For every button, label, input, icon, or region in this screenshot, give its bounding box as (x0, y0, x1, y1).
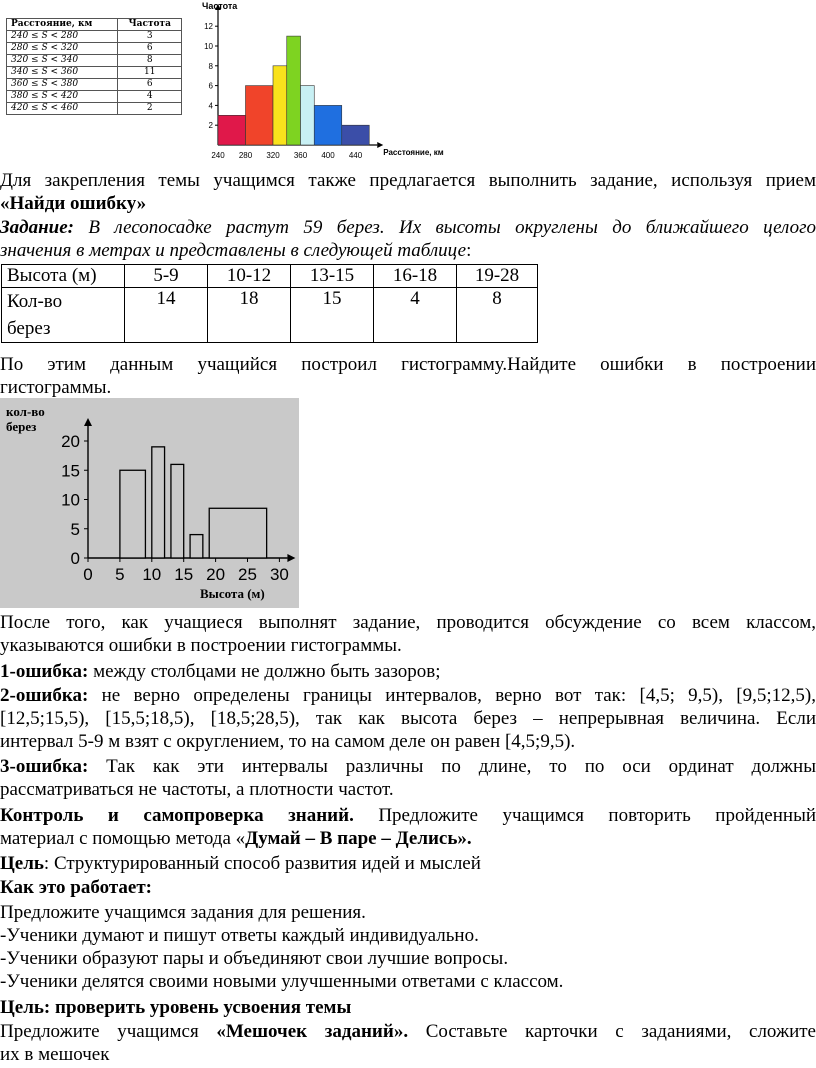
x-tick-label: 0 (83, 565, 93, 584)
bag-text: Предложите учащимся (0, 1021, 217, 1042)
table-cell: 4 (118, 91, 182, 103)
x-tick-label: 440 (348, 151, 363, 160)
intro-paragraph (0, 169, 816, 215)
student-paragraph (0, 353, 816, 399)
error-3-text: рассматриваться не частоты, а плотности частот. (0, 779, 394, 800)
y-axis-title: кол-во (6, 404, 45, 419)
table-row (7, 31, 182, 43)
histogram-bar (120, 470, 146, 558)
table-cell: 3 (118, 31, 182, 43)
table-cell: 280 ≤ S < 320 (7, 43, 118, 55)
table-cell: 360 ≤ S < 380 (7, 79, 118, 91)
goal-label: Цель: проверить уровень усвоения темы (0, 997, 352, 1018)
histogram-bar (287, 36, 301, 145)
discussion-line: указываются ошибки в построении гистограммы. (0, 635, 402, 656)
histogram-bar (171, 464, 184, 558)
table-header-cell: Частота (118, 19, 182, 31)
table-cell: Высота (м) (2, 265, 125, 288)
table-cell: 380 ≤ S < 420 (7, 91, 118, 103)
table-header-row (7, 19, 182, 31)
x-tick-label: 240 (211, 151, 225, 160)
table-cell: 11 (118, 67, 182, 79)
task-text: В лесопосадке растут 59 берез. Их высоты округлены до ближайшего целого (88, 217, 816, 238)
table-row (2, 265, 538, 288)
histogram-bar (190, 535, 203, 558)
histogram-bar (342, 125, 370, 145)
table-cell: 340 ≤ S < 360 (7, 67, 118, 79)
error-2-text: интервал 5-9 м взят с округлением, то на самом деле он равен [4,5;9,5). (0, 731, 576, 752)
control-text: Предложите учащимся повторить пройденный (353, 805, 816, 826)
x-tick-label: 20 (206, 565, 226, 584)
table-cell: 320 ≤ S < 340 (7, 55, 118, 67)
student-line: По этим данным учащийся построил гистограмму.Найдите ошибки в построении (0, 354, 816, 375)
how-label: Как это работает: (0, 877, 152, 898)
student-histogram-panel (0, 398, 299, 608)
discussion-paragraph (0, 611, 816, 657)
task-paragraph (0, 216, 816, 262)
histogram-bar (246, 86, 274, 145)
table-cell: 2 (118, 103, 182, 115)
table-header-cell: Расстояние, км (7, 19, 118, 31)
bag-method-name: «Мешочек заданий». (216, 1021, 409, 1042)
list-item: -Ученики делятся своими новыми улучшенными ответами с классом. (0, 971, 564, 992)
row-label: берез (7, 318, 51, 339)
y-tick-label: 15 (61, 461, 80, 481)
error-2-label: 2-ошибка: (0, 685, 89, 706)
list-item: -Ученики образуют пары и объединяют свои лучшие вопросы. (0, 948, 509, 969)
table-cell: 6 (118, 43, 182, 55)
goal-text: : Структурированный способ развития идей и мыслей (43, 853, 481, 874)
task-text: значения в метрах и представлены в следующей таблице (0, 240, 467, 261)
table-row (7, 43, 182, 55)
y-tick-label: 12 (204, 22, 213, 32)
table-cell: 6 (118, 79, 182, 91)
table-row (7, 91, 182, 103)
method-name: Думай – В паре – Делись». (245, 828, 472, 849)
table-cell: 240 ≤ S < 280 (7, 31, 118, 43)
task-colon: : (466, 240, 472, 261)
error-3-text: Так как эти интервалы различны по длине, то по оси ординат должны (88, 756, 816, 777)
x-tick-label: 360 (293, 151, 308, 160)
x-axis-title: Расстояние, км (383, 148, 444, 157)
discussion-line: После того, как учащиеся выполнят задание, проводится обсуждение со всем классом, (0, 612, 816, 633)
task-label: Задание: (0, 217, 74, 238)
error-1-text: между столбцами не должно быть зазоров; (88, 661, 441, 682)
table-cell: 8 (118, 55, 182, 67)
control-label: Контроль и самопроверка знаний. (0, 805, 354, 826)
histogram-bar (209, 508, 266, 558)
x-tick-label: 400 (321, 151, 335, 160)
row-label: Кол-во (7, 291, 63, 312)
list-item: -Ученики думают и пишут ответы каждый индивидуально. (0, 925, 479, 946)
list-item: Предложите учащимся задания для решения. (0, 902, 366, 923)
y-axis-title: Частота (202, 1, 238, 11)
table-cell (2, 288, 125, 343)
histogram-bar (152, 447, 165, 558)
table-row (7, 103, 182, 115)
error-3 (0, 755, 816, 801)
error-1 (0, 660, 816, 683)
table-cell: 18 (208, 288, 291, 343)
table-cell: 8 (457, 288, 538, 343)
table-cell: 14 (125, 288, 208, 343)
histogram-bar (314, 105, 342, 145)
y-tick-label: 6 (208, 81, 213, 91)
x-tick-label: 25 (238, 565, 257, 584)
bag-text: их в мешочек (0, 1044, 110, 1065)
student-line: гистограммы. (0, 377, 112, 398)
y-tick-label: 20 (61, 432, 80, 451)
birch-height-table (1, 264, 538, 343)
histogram-bar (301, 86, 315, 145)
control-text: материал с помощью метода « (0, 828, 246, 849)
x-tick-label: 15 (174, 565, 194, 584)
x-tick-label: 5 (115, 565, 125, 584)
student-histogram (0, 398, 299, 608)
y-tick-label: 5 (70, 519, 80, 539)
goal-1 (0, 852, 816, 875)
y-tick-label: 10 (61, 490, 80, 510)
frequency-table-body (7, 31, 182, 115)
histogram-bar (273, 66, 287, 145)
how-heading (0, 876, 816, 899)
goal-label: Цель (0, 853, 44, 874)
bag-paragraph (0, 1020, 816, 1066)
table-row (7, 55, 182, 67)
table-cell: 5-9 (125, 265, 208, 288)
goal-2 (0, 996, 816, 1019)
table-cell: 13-15 (291, 265, 374, 288)
histogram-bar (218, 115, 246, 145)
y-tick-label: 4 (208, 101, 213, 111)
y-axis-title: берез (6, 419, 37, 434)
intro-line: Для закрепления темы учащимся также предлагается выполнить задание, используя прием (0, 170, 816, 191)
bag-text: Составьте карточки с заданиями, сложите (408, 1021, 816, 1042)
error-2-text: [12,5;15,5), [15,5;18,5), [18,5;28,5), так как высота берез – непрерывная величина. Если (0, 708, 816, 729)
table-cell: 420 ≤ S < 460 (7, 103, 118, 115)
error-3-label: 3-ошибка: (0, 756, 89, 777)
y-axis-arrow (84, 418, 92, 426)
x-axis-title: Высота (м) (200, 586, 265, 601)
y-tick-label: 2 (208, 121, 213, 131)
table-cell: 10-12 (208, 265, 291, 288)
y-tick-label: 8 (208, 61, 213, 71)
table-row (7, 79, 182, 91)
error-2-text: не верно определены границы интервалов, верно вот так: [4,5; 9,5), [9,5;12,5), (88, 685, 816, 706)
steps-list (0, 901, 816, 993)
table-cell: 16-18 (374, 265, 457, 288)
control-paragraph (0, 804, 816, 850)
table-row (2, 288, 538, 343)
frequency-table (6, 18, 182, 115)
x-tick-label: 280 (238, 151, 253, 160)
y-tick-label: 0 (70, 549, 80, 568)
y-tick-label: 10 (204, 42, 213, 51)
table-cell: 4 (374, 288, 457, 343)
table-cell: 19-28 (457, 265, 538, 288)
x-tick-label: 30 (269, 565, 289, 584)
x-tick-label: 10 (142, 565, 162, 584)
error-1-label: 1-ошибка: (0, 661, 89, 682)
intro-method-name: «Найди ошибку» (0, 193, 147, 214)
x-axis-arrow (287, 554, 295, 562)
table-cell: 15 (291, 288, 374, 343)
distance-histogram (190, 0, 470, 162)
table-row (7, 67, 182, 79)
error-2 (0, 684, 816, 753)
x-tick-label: 320 (266, 151, 280, 160)
